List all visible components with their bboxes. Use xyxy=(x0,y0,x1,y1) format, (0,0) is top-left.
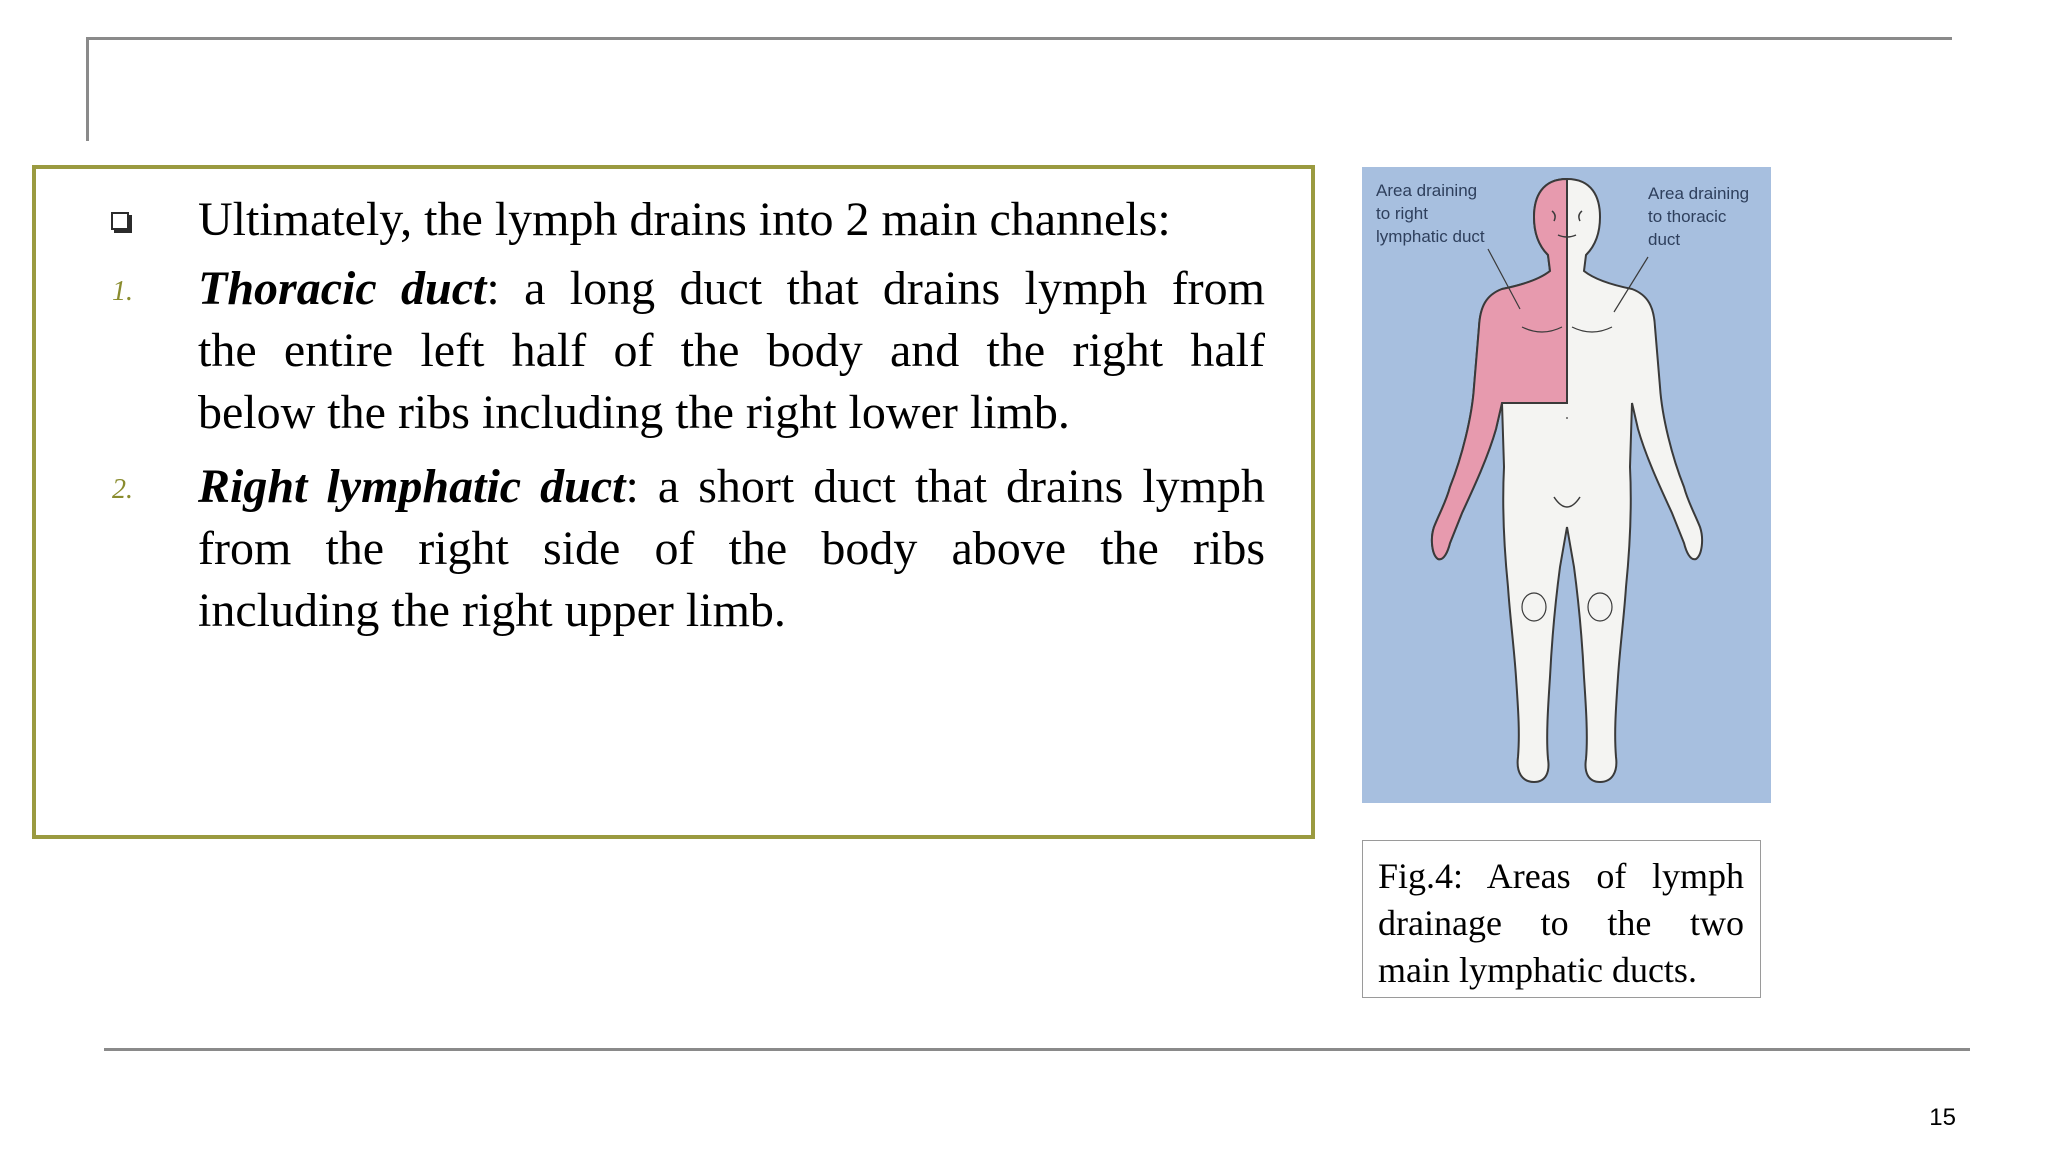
item-line: Thoracic duct: a long duct that drains lymph from xyxy=(198,262,1265,315)
label-thoracic-area: Area draining to thoracic duct xyxy=(1648,184,1750,249)
item-term: Thoracic duct xyxy=(198,262,487,315)
square-bullet-icon xyxy=(111,212,129,230)
item-number: 1. xyxy=(112,276,133,307)
caption-line: drainage to the two xyxy=(1378,903,1744,943)
item-text xyxy=(198,258,1265,444)
bottom-rule xyxy=(104,1048,1970,1051)
body-illustration xyxy=(1362,167,1771,803)
caption-line: Fig.4: Areas of lymph xyxy=(1378,856,1744,896)
top-rule xyxy=(86,37,1952,40)
page-number: 15 xyxy=(1929,1104,1956,1131)
item-number: 2. xyxy=(112,474,133,505)
item-line: below the ribs including the right lower limb. xyxy=(198,386,1070,439)
item-text xyxy=(198,456,1265,642)
caption-line: main lymphatic ducts. xyxy=(1378,950,1697,990)
item-line: including the right upper limb. xyxy=(198,584,786,637)
content-box xyxy=(32,165,1315,839)
left-rule xyxy=(86,37,89,141)
item-line: the entire left half of the body and the right half xyxy=(198,324,1265,377)
lymph-drainage-figure xyxy=(1362,167,1771,803)
item-term: Right lymphatic duct xyxy=(198,460,626,513)
item-line: from the right side of the body above the ribs xyxy=(198,522,1265,575)
item-line: Right lymphatic duct: a short duct that drains lymph xyxy=(198,460,1265,513)
figure-caption xyxy=(1362,840,1761,998)
intro-text: Ultimately, the lymph drains into 2 main channels: xyxy=(198,193,1171,246)
label-right-lymphatic-area: Area draining to right lymphatic duct xyxy=(1376,181,1485,246)
